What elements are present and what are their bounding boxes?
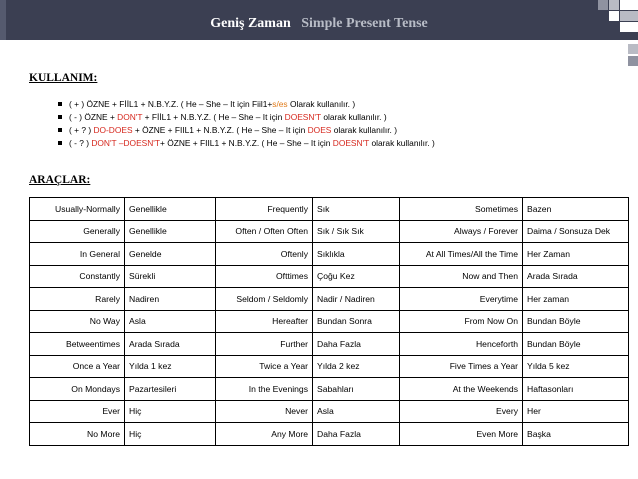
turkish-term-cell: Bundan Sonra (313, 310, 400, 333)
turkish-term-cell: Başka (523, 423, 629, 446)
bullet-square-icon (58, 128, 62, 132)
corner-square (598, 0, 608, 10)
turkish-term-cell: Nadiren (125, 288, 216, 311)
rule-text: + FİİL1 + N.B.Y.Z. ( He – She – It için (142, 112, 285, 122)
english-term-cell: No Way (30, 310, 125, 333)
english-term-cell: Seldom / Seldomly (216, 288, 313, 311)
usage-rule-item (55, 124, 435, 137)
english-term-cell: Betweentimes (30, 333, 125, 356)
bullet-square-icon (58, 115, 62, 119)
english-term-cell: Once a Year (30, 355, 125, 378)
table-row (30, 378, 629, 401)
english-term-cell: Oftenly (216, 243, 313, 266)
english-term-cell: Hereafter (216, 310, 313, 333)
english-term-cell: At All Times/All the Time (400, 243, 523, 266)
bullet-square-icon (58, 102, 62, 106)
turkish-term-cell: Çoğu Kez (313, 265, 400, 288)
english-term-cell: On Mondays (30, 378, 125, 401)
english-term-cell: Never (216, 400, 313, 423)
corner-square (609, 0, 619, 10)
adverbs-table (29, 197, 629, 446)
turkish-term-cell: Bazen (523, 198, 629, 221)
rule-text: ( + ) ÖZNE + FİİL1 + N.B.Y.Z. ( He – She – It için Fiil1+ (69, 99, 273, 109)
turkish-term-cell: Haftasonları (523, 378, 629, 401)
corner-square (609, 11, 619, 21)
turkish-term-cell: Yılda 2 kez (313, 355, 400, 378)
turkish-term-cell: Sık / Sık Sık (313, 220, 400, 243)
turkish-term-cell: Yılda 5 kez (523, 355, 629, 378)
turkish-term-cell: Sık (313, 198, 400, 221)
english-term-cell: In the Evenings (216, 378, 313, 401)
rule-text: + ÖZNE + FIIL1 + N.B.Y.Z. ( He – She – It için (132, 125, 308, 135)
highlighted-text: DO-DOES (93, 125, 133, 135)
turkish-term-cell: Nadir / Nadiren (313, 288, 400, 311)
english-term-cell: Everytime (400, 288, 523, 311)
rule-text: olarak kullanılır. ) (331, 125, 398, 135)
english-term-cell: Further (216, 333, 313, 356)
turkish-term-cell: Hiç (125, 400, 216, 423)
turkish-term-cell: Daha Fazla (313, 333, 400, 356)
english-term-cell: Now and Then (400, 265, 523, 288)
highlighted-text: DOES (307, 125, 332, 135)
corner-square (628, 56, 638, 66)
usage-rule-item (55, 98, 435, 111)
english-term-cell: Sometimes (400, 198, 523, 221)
table-row (30, 288, 629, 311)
turkish-term-cell: Her (523, 400, 629, 423)
english-term-cell: Five Times a Year (400, 355, 523, 378)
corner-square (620, 11, 638, 21)
english-term-cell: Any More (216, 423, 313, 446)
rule-text: + ÖZNE + FIIL1 + N.B.Y.Z. ( He – She – It için (160, 138, 333, 148)
rule-text: Olarak kullanılır. ) (287, 99, 356, 109)
table-row (30, 198, 629, 221)
turkish-term-cell: Arada Sırada (125, 333, 216, 356)
turkish-term-cell: Yılda 1 kez (125, 355, 216, 378)
turkish-term-cell: Genelde (125, 243, 216, 266)
english-term-cell: No More (30, 423, 125, 446)
corner-square (628, 44, 638, 54)
page-title (0, 0, 638, 40)
turkish-term-cell: Asla (313, 400, 400, 423)
turkish-term-cell: Arada Sırada (523, 265, 629, 288)
turkish-term-cell: Asla (125, 310, 216, 333)
english-term-cell: Every (400, 400, 523, 423)
title-turkish: Geniş Zaman (210, 16, 291, 31)
english-term-cell: Even More (400, 423, 523, 446)
table-row (30, 220, 629, 243)
table-row (30, 265, 629, 288)
table-row (30, 243, 629, 266)
corner-square (620, 22, 638, 32)
english-term-cell: From Now On (400, 310, 523, 333)
usage-rule-item (55, 111, 435, 124)
turkish-term-cell: Genellikle (125, 198, 216, 221)
english-term-cell: Frequently (216, 198, 313, 221)
usage-rules-list (55, 98, 435, 150)
turkish-term-cell: Bundan Böyle (523, 310, 629, 333)
english-term-cell: Rarely (30, 288, 125, 311)
highlighted-text: DON'T –DOESN'T (91, 138, 160, 148)
title-english: Simple Present Tense (301, 16, 428, 31)
english-term-cell: Always / Forever (400, 220, 523, 243)
turkish-term-cell: Bundan Böyle (523, 333, 629, 356)
turkish-term-cell: Genellikle (125, 220, 216, 243)
section-heading-kullanim: KULLANIM: (29, 72, 98, 84)
turkish-term-cell: Hiç (125, 423, 216, 446)
turkish-term-cell: Sabahları (313, 378, 400, 401)
english-term-cell: Henceforth (400, 333, 523, 356)
table-row (30, 400, 629, 423)
section-heading-araclar: ARAÇLAR: (29, 174, 91, 186)
highlighted-text: DOESN'T (284, 112, 321, 122)
english-term-cell: Ever (30, 400, 125, 423)
turkish-term-cell: Her zaman (523, 288, 629, 311)
turkish-term-cell: Daima / Sonsuza Dek (523, 220, 629, 243)
english-term-cell: Twice a Year (216, 355, 313, 378)
english-term-cell: At the Weekends (400, 378, 523, 401)
english-term-cell: Often / Often Often (216, 220, 313, 243)
rule-text: ( - ) ÖZNE + (69, 112, 118, 122)
turkish-term-cell: Sürekli (125, 265, 216, 288)
usage-rule-item (55, 137, 435, 150)
table-row (30, 333, 629, 356)
english-term-cell: In General (30, 243, 125, 266)
english-term-cell: Generally (30, 220, 125, 243)
bullet-square-icon (58, 141, 62, 145)
english-term-cell: Usually-Normally (30, 198, 125, 221)
table-row (30, 310, 629, 333)
highlighted-text: DOESN'T (332, 138, 370, 148)
rule-text: ( + ? ) (69, 125, 94, 135)
english-term-cell: Constantly (30, 265, 125, 288)
turkish-term-cell: Daha Fazla (313, 423, 400, 446)
turkish-term-cell: Pazartesileri (125, 378, 216, 401)
corner-square (620, 0, 638, 10)
table-row (30, 355, 629, 378)
turkish-term-cell: Her Zaman (523, 243, 629, 266)
table-row (30, 423, 629, 446)
english-term-cell: Ofttimes (216, 265, 313, 288)
highlighted-text: s/es (272, 99, 288, 109)
rule-text: ( - ? ) (69, 138, 92, 148)
highlighted-text: DON'T (117, 112, 143, 122)
rule-text: olarak kullanılır. ) (369, 138, 435, 148)
turkish-term-cell: Sıklıkla (313, 243, 400, 266)
rule-text: olarak kullanılır. ) (321, 112, 387, 122)
